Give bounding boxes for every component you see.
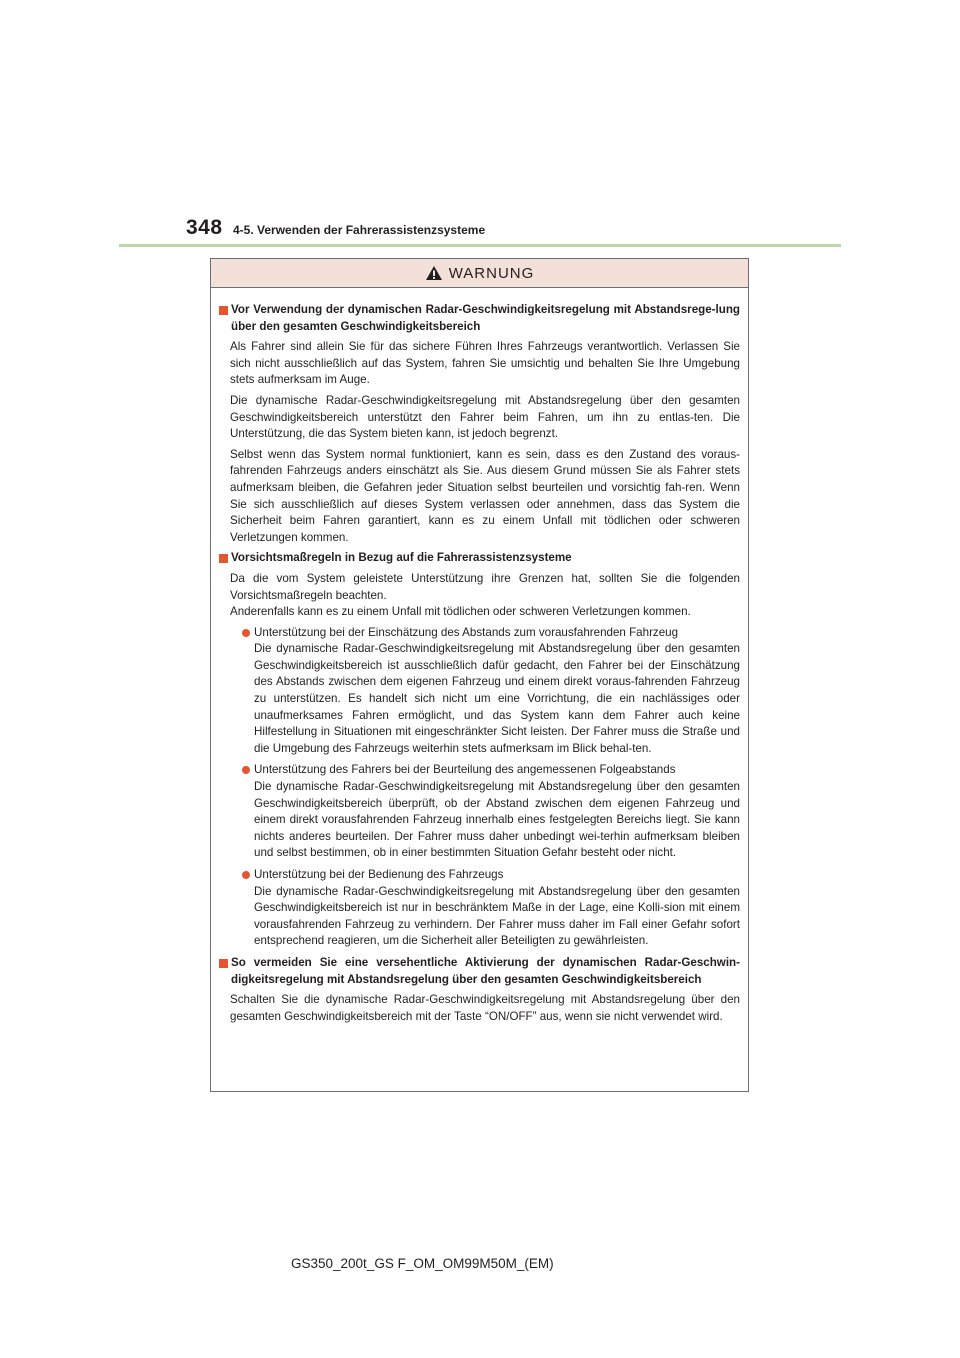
footer-code: GS350_200t_GS F_OM_OM99M50M_(EM): [291, 1256, 554, 1271]
paragraph: Da die vom System geleistete Unterstützung ihre Grenzen hat, sollten Sie die folgenden Vorsichtsmaßregeln beachten.: [230, 571, 740, 602]
bullet-title: Unterstützung bei der Einschätzung des Abstands zum vorausfahrenden Fahrzeug: [254, 625, 679, 639]
round-bullet-icon: [242, 629, 250, 637]
bullet-item: [242, 625, 740, 758]
header-rule: [119, 244, 841, 247]
square-bullet-icon: [219, 554, 228, 563]
warning-body: [211, 288, 748, 1025]
bullet-content: [254, 867, 740, 950]
paragraph: Die dynamische Radar-Geschwindigkeitsregelung mit Abstandsregelung über den gesamten Geschwindigkeitsbereich unterstützt den Fahrer beim Fahren, um ihn zu entlas-ten. Die Unterstützung, die das System bieten kann, ist jedoch begrenzt.: [230, 393, 740, 441]
square-bullet-icon: [219, 306, 228, 315]
item-heading-text: So vermeiden Sie eine versehentliche Aktivierung der dynamischen Radar-Geschwin-digkeitsregelung mit Abstandsregelung über den gesamten Geschwindigkeitsbereich: [231, 955, 740, 986]
paragraph: Selbst wenn das System normal funktioniert, kann es sein, dass es den Zustand des voraus-fahrenden Fahrzeugs anders einschätzt als Sie. Aus diesem Grund müssen Sie als Fahrer stets aufmerksam bleiben, die Gefahren jeder Situation selbst beurteilen und vorsichtig fah-ren. Wenn Sie sich ausschließlich auf dieses System verlassen oder annehmen, dass das System die Sicherheit beim Fahren garantiert, kann es zu einem Unfall mit tödlichen oder schweren Verletzungen kommen.: [230, 447, 740, 544]
item-heading: [219, 550, 740, 567]
warning-item: [219, 955, 740, 1025]
warning-header: [211, 259, 748, 288]
item-heading-text: Vorsichtsmaßregeln in Bezug auf die Fahrerassistenzsysteme: [231, 551, 572, 565]
warning-box: [210, 258, 749, 1092]
bullet-content: [254, 762, 740, 862]
bullet-text: Die dynamische Radar-Geschwindigkeitsregelung mit Abstandsregelung über den gesamten Geschwindigkeitsbereich ist ausschließlich dafür gedacht, den Fahrer bei der Einschätzung des Abstands zwischen dem eigenen Fahrzeug und einem direkt voraus-fahrenden Fahrzeug zu unterstützen. Es handelt sich nicht um eine Vorrichtung, die ein nachlässiges oder unaufmerksames Fahren ermöglicht, und das System kann dem Fahrer auch keine Hilfestellung in Situationen mit eingeschränkter Sicht leisten. Der Fahrer muss die Straße und die Umgebung des Fahrzeugs weiterhin stets aufmerksam im Blick behal-ten.: [254, 642, 740, 755]
bullet-title: Unterstützung des Fahrers bei der Beurteilung des angemessenen Folgeabstands: [254, 763, 676, 777]
warning-triangle-icon: [425, 265, 443, 281]
bullet-text: Die dynamische Radar-Geschwindigkeitsregelung mit Abstandsregelung über den gesamten Geschwindigkeitsbereich ist nur in beschränktem Maße in der Lage, eine Kolli-sion mit einem vorausfahrenden Fahrzeug zu verhindern. Der Fahrer muss daher im Fall einer Gefahr sofort entsprechend reagieren, um die Sicherheit aller Beteiligten zu gewährleisten.: [254, 884, 740, 948]
bullet-item: [242, 867, 740, 950]
square-bullet-icon: [219, 959, 228, 968]
bullet-text: Die dynamische Radar-Geschwindigkeitsregelung mit Abstandsregelung über den gesamten Geschwindigkeitsbereich überprüft, ob der Abstand zwischen dem eigenen Fahrzeug und einem direkt vorausfahrenden Fahrzeug innerhalb eines festgelegten Bereichs liegt. Sie kann nichts anderes beurteilen. Der Fahrer muss daher unbedingt wei-terhin aufmerksam bleiben und selbst bestimmen, ob in einer bestimmten Situation Gefahr besteht oder nicht.: [254, 780, 740, 860]
paragraph: Schalten Sie die dynamische Radar-Geschwindigkeitsregelung mit Abstandsregelung über den gesamten Geschwindigkeitsbereich mit der Taste “ON/OFF” aus, wenn sie nicht verwendet wird.: [230, 993, 740, 1023]
section-title: 4-5. Verwenden der Fahrerassistenzsysteme: [233, 223, 486, 237]
warning-item: [219, 550, 740, 950]
round-bullet-icon: [242, 871, 250, 879]
item-heading: [219, 302, 740, 335]
warning-title: WARNUNG: [448, 264, 535, 282]
warning-item: [219, 302, 740, 546]
item-heading: [219, 955, 740, 988]
page-number: 348: [186, 216, 223, 239]
paragraph: Als Fahrer sind allein Sie für das sichere Führen Ihres Fahrzeugs verantwortlich. Verlassen Sie sich nicht ausschließlich auf das System, fahren Sie umsichtig und behalten Sie Ihre Umgebung stets aufmerksam im Auge.: [230, 340, 740, 387]
item-heading-text: Vor Verwendung der dynamischen Radar-Geschwindigkeitsregelung mit Abstandsrege-lung über den gesamten Geschwindigkeitsbereich: [231, 303, 740, 333]
bullet-item: [242, 762, 740, 862]
paragraph: Anderenfalls kann es zu einem Unfall mit tödlichen oder schweren Verletzungen kommen.: [230, 605, 691, 619]
round-bullet-icon: [242, 766, 250, 774]
bullet-content: [254, 625, 740, 758]
bullet-title: Unterstützung bei der Bedienung des Fahrzeugs: [254, 868, 504, 881]
